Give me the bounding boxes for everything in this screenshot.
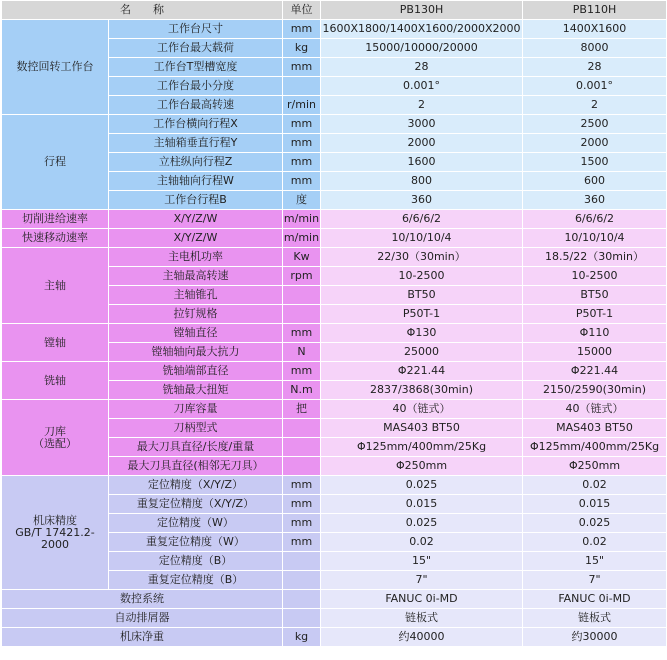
value-pb130h: 0.015 — [321, 495, 523, 514]
value-pb110h: 0.02 — [523, 533, 667, 552]
value-pb130h: 2000 — [321, 134, 523, 153]
item-name: 重复定位精度（X/Y/Z） — [109, 495, 283, 514]
value-pb110h: 链板式 — [523, 609, 667, 628]
value-pb130h: 0.001° — [321, 77, 523, 96]
value-pb130h: 6/6/6/2 — [321, 210, 523, 229]
item-name: 工作台最小分度 — [109, 77, 283, 96]
unit-cell: N.m — [283, 381, 321, 400]
value-pb110h: Φ250mm — [523, 457, 667, 476]
footer-row — [2, 609, 667, 628]
unit-cell: mm — [283, 362, 321, 381]
unit-cell: mm — [283, 153, 321, 172]
value-pb110h: 0.001° — [523, 77, 667, 96]
unit-cell: mm — [283, 58, 321, 77]
item-name: 工作台横向行程X — [109, 115, 283, 134]
item-name: 刀库容量 — [109, 400, 283, 419]
value-pb110h: 约30000 — [523, 628, 667, 647]
item-name: 工作台T型槽宽度 — [109, 58, 283, 77]
unit-cell: mm — [283, 514, 321, 533]
footer-row — [2, 590, 667, 609]
item-name: 定位精度（W） — [109, 514, 283, 533]
footer-label: 数控系统 — [2, 590, 283, 609]
unit-cell: mm — [283, 476, 321, 495]
value-pb110h: 7" — [523, 571, 667, 590]
header-model-2: PB110H — [523, 1, 667, 20]
spec-row — [2, 476, 667, 495]
value-pb110h: FANUC 0i-MD — [523, 590, 667, 609]
item-name: 重复定位精度（W） — [109, 533, 283, 552]
unit-cell: r/min — [283, 96, 321, 115]
category-cell: 机床精度 GB/T 17421.2- 2000 — [2, 476, 109, 590]
value-pb110h: 8000 — [523, 39, 667, 58]
value-pb130h: 28 — [321, 58, 523, 77]
item-name: 定位精度（X/Y/Z） — [109, 476, 283, 495]
unit-cell: N — [283, 343, 321, 362]
unit-cell — [283, 571, 321, 590]
item-name: 工作台尺寸 — [109, 20, 283, 39]
value-pb130h: 10/10/10/4 — [321, 229, 523, 248]
value-pb130h: BT50 — [321, 286, 523, 305]
category-cell: 行程 — [2, 115, 109, 210]
category-cell: 切削进给速率 — [2, 210, 109, 229]
value-pb130h: 360 — [321, 191, 523, 210]
value-pb110h: 40（链式） — [523, 400, 667, 419]
unit-cell: mm — [283, 115, 321, 134]
unit-cell: mm — [283, 324, 321, 343]
value-pb130h: 22/30（30min） — [321, 248, 523, 267]
value-pb110h: 18.5/22（30min） — [523, 248, 667, 267]
item-name: 镗轴直径 — [109, 324, 283, 343]
unit-cell — [283, 457, 321, 476]
category-cell: 主轴 — [2, 248, 109, 324]
item-name: 主轴最高转速 — [109, 267, 283, 286]
category-cell: 刀库 （选配） — [2, 400, 109, 476]
item-name: 立柱纵向行程Z — [109, 153, 283, 172]
value-pb110h: 6/6/6/2 — [523, 210, 667, 229]
item-name: 最大刀具直径/长度/重量 — [109, 438, 283, 457]
item-name: 主轴箱垂直行程Y — [109, 134, 283, 153]
value-pb130h: 25000 — [321, 343, 523, 362]
category-cell: 铣轴 — [2, 362, 109, 400]
unit-cell: kg — [283, 39, 321, 58]
value-pb130h: 3000 — [321, 115, 523, 134]
item-name: 刀柄型式 — [109, 419, 283, 438]
unit-cell: Kw — [283, 248, 321, 267]
value-pb130h: MAS403 BT50 — [321, 419, 523, 438]
spec-row — [2, 115, 667, 134]
item-name: 主轴轴向行程W — [109, 172, 283, 191]
value-pb130h: Φ130 — [321, 324, 523, 343]
value-pb110h: 10-2500 — [523, 267, 667, 286]
value-pb110h: Φ110 — [523, 324, 667, 343]
header-model-1: PB130H — [321, 1, 523, 20]
header-unit: 单位 — [283, 1, 321, 20]
value-pb110h: 2150/2590(30min) — [523, 381, 667, 400]
value-pb110h: 0.015 — [523, 495, 667, 514]
value-pb110h: 15000 — [523, 343, 667, 362]
spec-row — [2, 400, 667, 419]
value-pb130h: 15000/10000/20000 — [321, 39, 523, 58]
value-pb130h: 800 — [321, 172, 523, 191]
unit-cell: mm — [283, 495, 321, 514]
value-pb110h: 28 — [523, 58, 667, 77]
value-pb130h: 2837/3868(30min) — [321, 381, 523, 400]
item-name: 拉钉规格 — [109, 305, 283, 324]
spec-row — [2, 229, 667, 248]
unit-cell: mm — [283, 172, 321, 191]
spec-row — [2, 20, 667, 39]
value-pb110h: MAS403 BT50 — [523, 419, 667, 438]
item-name: 定位精度（B） — [109, 552, 283, 571]
value-pb110h: 2500 — [523, 115, 667, 134]
value-pb130h: 0.025 — [321, 476, 523, 495]
value-pb130h: 0.025 — [321, 514, 523, 533]
spec-row — [2, 210, 667, 229]
item-name: 工作台最大载荷 — [109, 39, 283, 58]
unit-cell: 把 — [283, 400, 321, 419]
item-name: 铣轴端部直径 — [109, 362, 283, 381]
footer-label: 机床净重 — [2, 628, 283, 647]
value-pb130h: 链板式 — [321, 609, 523, 628]
unit-cell — [283, 419, 321, 438]
value-pb110h: 0.02 — [523, 476, 667, 495]
item-name: 主电机功率 — [109, 248, 283, 267]
item-name: 工作台行程B — [109, 191, 283, 210]
unit-cell — [283, 305, 321, 324]
unit-cell: m/min — [283, 229, 321, 248]
value-pb110h: 10/10/10/4 — [523, 229, 667, 248]
item-name: 工作台最高转速 — [109, 96, 283, 115]
unit-cell — [283, 552, 321, 571]
value-pb110h: P50T-1 — [523, 305, 667, 324]
value-pb130h: 40（链式） — [321, 400, 523, 419]
unit-cell: mm — [283, 134, 321, 153]
value-pb110h: 360 — [523, 191, 667, 210]
unit-cell — [283, 438, 321, 457]
value-pb130h: 7" — [321, 571, 523, 590]
item-name: X/Y/Z/W — [109, 210, 283, 229]
header-row — [2, 1, 667, 20]
spec-table-body — [2, 1, 667, 647]
header-name: 名 称 — [2, 1, 283, 20]
value-pb110h: 2 — [523, 96, 667, 115]
value-pb130h: 15" — [321, 552, 523, 571]
value-pb130h: 2 — [321, 96, 523, 115]
item-name: 镗轴轴向最大抗力 — [109, 343, 283, 362]
footer-row — [2, 628, 667, 647]
value-pb110h: 600 — [523, 172, 667, 191]
value-pb130h: P50T-1 — [321, 305, 523, 324]
item-name: 重复定位精度（B） — [109, 571, 283, 590]
unit-cell — [283, 609, 321, 628]
unit-cell — [283, 286, 321, 305]
item-name: 主轴锥孔 — [109, 286, 283, 305]
value-pb130h: Φ221.44 — [321, 362, 523, 381]
value-pb130h: Φ250mm — [321, 457, 523, 476]
value-pb110h: 2000 — [523, 134, 667, 153]
value-pb110h: 0.025 — [523, 514, 667, 533]
value-pb110h: BT50 — [523, 286, 667, 305]
spec-table — [1, 0, 667, 647]
value-pb130h: 1600X1800/1400X1600/2000X2000 — [321, 20, 523, 39]
category-cell: 快速移动速率 — [2, 229, 109, 248]
value-pb110h: 15" — [523, 552, 667, 571]
unit-cell: kg — [283, 628, 321, 647]
value-pb130h: 约40000 — [321, 628, 523, 647]
item-name: 最大刀具直径(相邻无刀具） — [109, 457, 283, 476]
unit-cell: mm — [283, 20, 321, 39]
item-name: X/Y/Z/W — [109, 229, 283, 248]
unit-cell: mm — [283, 533, 321, 552]
value-pb110h: Φ125mm/400mm/25Kg — [523, 438, 667, 457]
value-pb130h: 10-2500 — [321, 267, 523, 286]
item-name: 铣轴最大扭矩 — [109, 381, 283, 400]
spec-row — [2, 362, 667, 381]
unit-cell: 度 — [283, 191, 321, 210]
value-pb130h: FANUC 0i-MD — [321, 590, 523, 609]
unit-cell: m/min — [283, 210, 321, 229]
category-cell: 数控回转工作台 — [2, 20, 109, 115]
unit-cell — [283, 77, 321, 96]
spec-row — [2, 324, 667, 343]
value-pb130h: 0.02 — [321, 533, 523, 552]
value-pb110h: 1500 — [523, 153, 667, 172]
footer-label: 自动排屑器 — [2, 609, 283, 628]
unit-cell — [283, 590, 321, 609]
value-pb130h: Φ125mm/400mm/25Kg — [321, 438, 523, 457]
value-pb110h: Φ221.44 — [523, 362, 667, 381]
unit-cell: rpm — [283, 267, 321, 286]
value-pb110h: 1400X1600 — [523, 20, 667, 39]
spec-row — [2, 248, 667, 267]
value-pb130h: 1600 — [321, 153, 523, 172]
category-cell: 镗轴 — [2, 324, 109, 362]
